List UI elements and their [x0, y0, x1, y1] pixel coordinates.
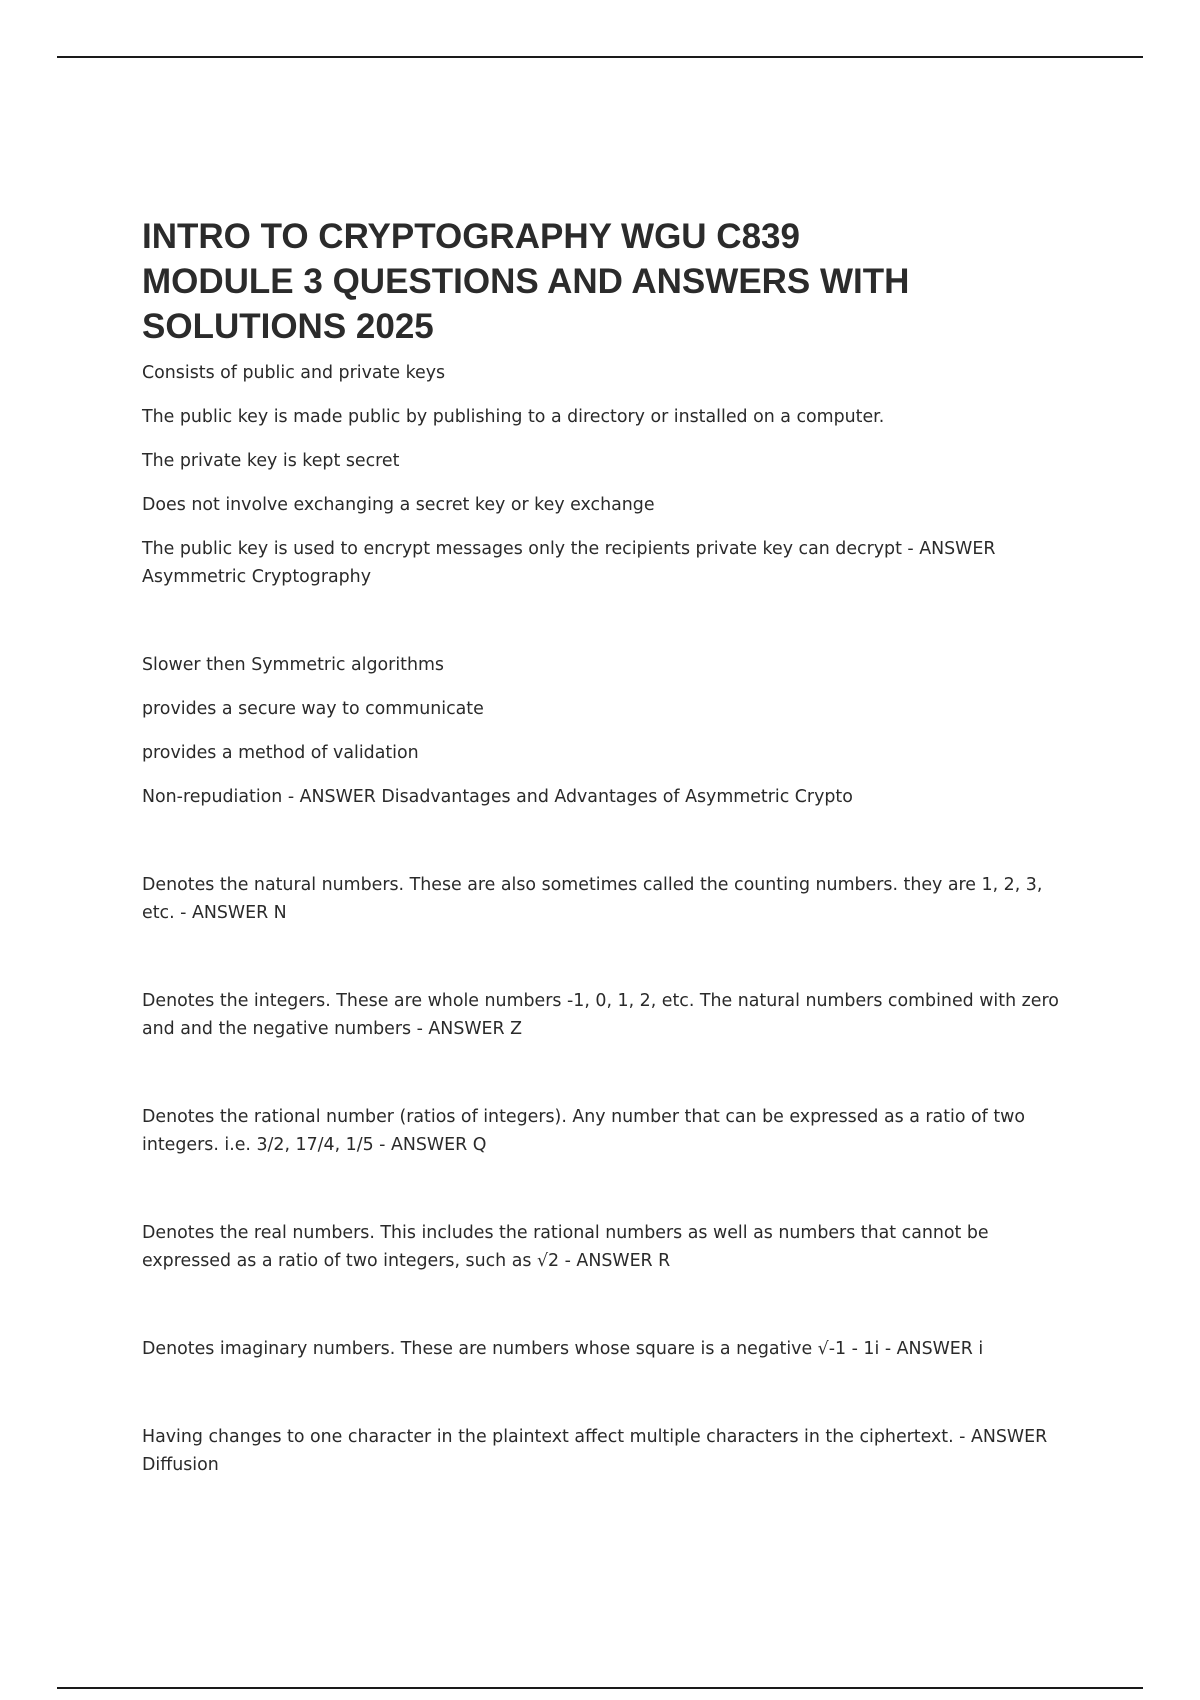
qa-paragraph: [142, 447, 1082, 475]
title-line: MODULE 3 QUESTIONS AND ANSWERS WITH: [142, 262, 910, 301]
qa-paragraph: [142, 739, 1082, 767]
bottom-rule: [57, 1687, 1143, 1689]
title-line: SOLUTIONS 2025: [142, 307, 434, 346]
paragraph-line: The private key is kept secret: [142, 451, 400, 471]
paragraph-line: The public key is made public by publishing to a directory or installed on a computer.: [142, 407, 885, 427]
paragraph-line: Denotes the natural numbers. These are also sometimes called the counting numbers. they are 1, 2, 3,: [142, 875, 1043, 895]
paragraph-line: Denotes the integers. These are whole numbers -1, 0, 1, 2, etc. The natural numbers combined with zero: [142, 991, 1059, 1011]
paragraph-line: etc. - ANSWER N: [142, 903, 287, 923]
paragraph-line: integers. i.e. 3/2, 17/4, 1/5 - ANSWER Q: [142, 1135, 487, 1155]
qa-paragraph: [142, 1335, 1082, 1363]
qa-paragraph: [142, 1423, 1082, 1479]
qa-paragraph: [142, 651, 1082, 679]
qa-paragraph: [142, 695, 1082, 723]
paragraph-line: The public key is used to encrypt messages only the recipients private key can decrypt - ANSWER: [142, 539, 996, 559]
qa-paragraph: [142, 871, 1082, 927]
paragraph-line: expressed as a ratio of two integers, such as √2 - ANSWER R: [142, 1251, 671, 1271]
paragraph-line: Having changes to one character in the plaintext affect multiple characters in the ciphertext. - ANSWER: [142, 1427, 1048, 1447]
qa-paragraph: [142, 359, 1082, 387]
paragraph-line: and and the negative numbers - ANSWER Z: [142, 1019, 523, 1039]
qa-paragraph: [142, 783, 1082, 811]
paragraph-line: Slower then Symmetric algorithms: [142, 655, 444, 675]
qa-paragraph: [142, 491, 1082, 519]
qa-paragraph: [142, 403, 1082, 431]
paragraph-line: Denotes imaginary numbers. These are numbers whose square is a negative √-1 - 1i - ANSWER i: [142, 1339, 984, 1359]
paragraph-line: Consists of public and private keys: [142, 363, 446, 383]
paragraph-line: Diffusion: [142, 1455, 219, 1475]
paragraph-line: provides a method of validation: [142, 743, 419, 763]
paragraph-line: Non-repudiation - ANSWER Disadvantages and Advantages of Asymmetric Crypto: [142, 787, 853, 807]
paragraph-line: provides a secure way to communicate: [142, 699, 484, 719]
document-body: [142, 214, 1082, 1479]
paragraph-line: Does not involve exchanging a secret key or key exchange: [142, 495, 655, 515]
title-line: INTRO TO CRYPTOGRAPHY WGU C839: [142, 217, 800, 256]
qa-paragraph: [142, 1103, 1082, 1159]
document-title: [142, 214, 1082, 349]
paragraph-line: Denotes the real numbers. This includes the rational numbers as well as numbers that cannot be: [142, 1223, 989, 1243]
paragraph-line: Asymmetric Cryptography: [142, 567, 371, 587]
qa-paragraph: [142, 535, 1082, 591]
top-rule: [57, 56, 1143, 58]
qa-paragraph: [142, 1219, 1082, 1275]
qa-paragraph: [142, 987, 1082, 1043]
paragraph-line: Denotes the rational number (ratios of integers). Any number that can be expressed as a ratio of two: [142, 1107, 1026, 1127]
